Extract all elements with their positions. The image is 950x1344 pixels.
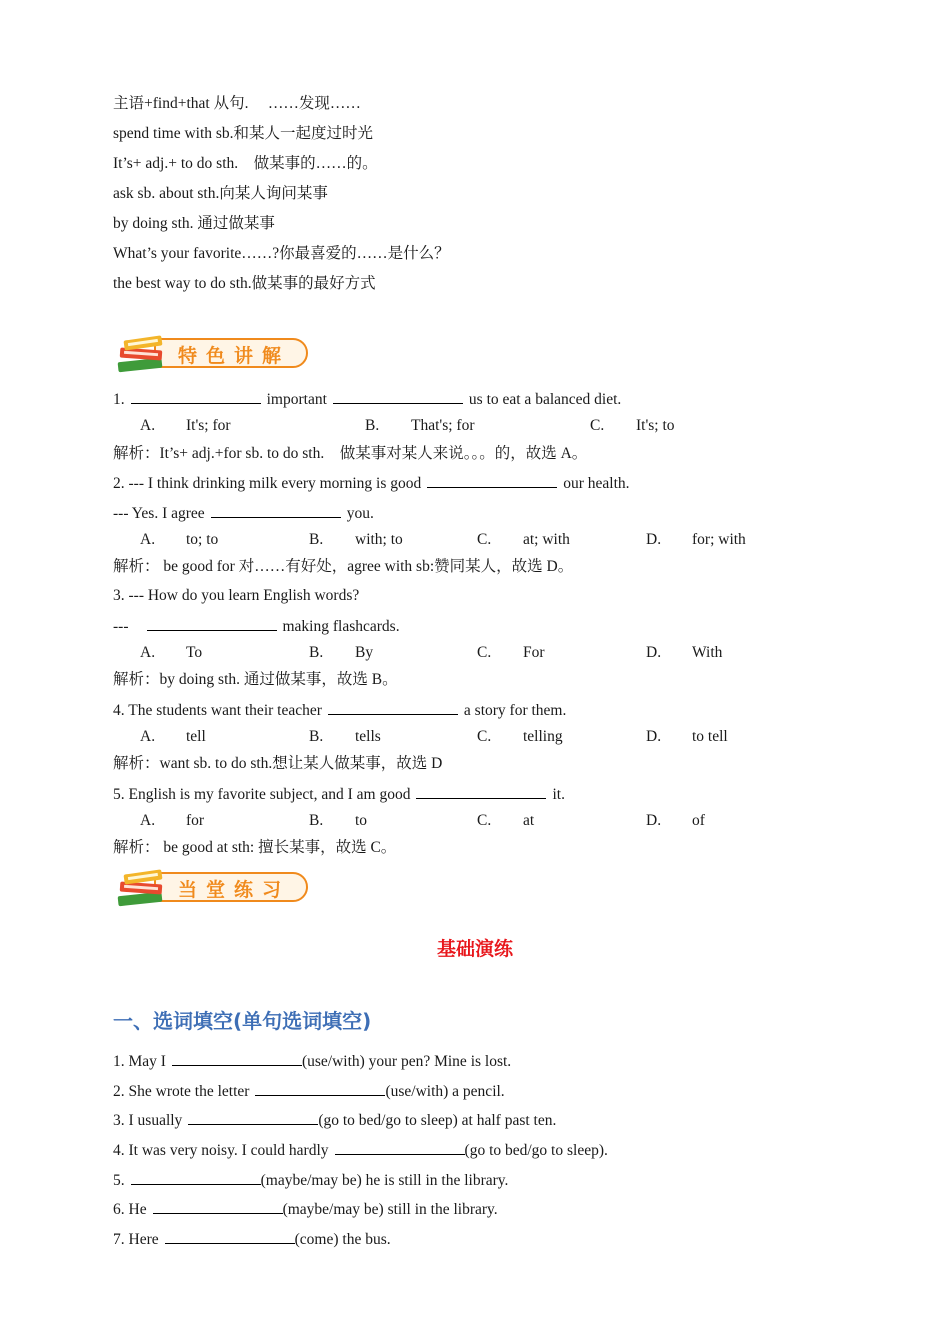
option-text: at; with (523, 531, 570, 548)
phrase-line: spend time with sb.和某人一起度过时光 (113, 125, 374, 142)
option-label: D. (646, 812, 662, 829)
answer-blank[interactable] (153, 1199, 283, 1214)
option-text: with; to (355, 531, 403, 548)
option-label: D. (646, 531, 662, 548)
question-2 (113, 473, 630, 494)
fill-text: (come) the bus. (294, 1231, 391, 1248)
answer-blank[interactable] (255, 1081, 385, 1096)
answer-blank[interactable] (131, 1170, 261, 1185)
option-c (477, 811, 534, 831)
answer-blank[interactable] (211, 503, 341, 518)
banner-title: 特色讲解 (178, 345, 291, 367)
option-text: To (186, 644, 203, 661)
fill-text: 1. May I (113, 1053, 166, 1070)
phrase-line: the best way to do sth.做某事的最好方式 (113, 275, 376, 292)
section-banner-features (114, 330, 310, 376)
option-a (140, 530, 218, 550)
banner-ribbon (154, 338, 308, 368)
question-text: 2. --- I think drinking milk every morning is good (113, 475, 422, 492)
option-c (477, 530, 570, 550)
option-text: for; with (692, 531, 746, 548)
option-text: For (523, 644, 545, 661)
question-text: 4. The students want their teacher (113, 702, 322, 719)
question-3-reply (113, 616, 400, 637)
fill-item (113, 1170, 508, 1191)
fill-item (113, 1140, 608, 1161)
fill-item (113, 1081, 505, 1102)
option-label: C. (477, 728, 492, 745)
phrase-line: What’s your favorite……?你最喜爱的……是什么？ (113, 245, 450, 262)
option-c (477, 643, 545, 663)
answer-blank[interactable] (416, 784, 546, 799)
option-text: of (692, 812, 705, 829)
option-d (646, 727, 728, 747)
banner-ribbon (154, 872, 308, 902)
option-label: C. (590, 417, 605, 434)
question-1 (113, 389, 621, 410)
phrase-line: It’s+ adj.+ to do sth. 做某事的……的。 (113, 155, 378, 172)
fill-text: 2. She wrote the letter (113, 1083, 250, 1100)
question-text: you. (346, 505, 374, 522)
fill-text: (use/with) your pen? Mine is lost. (301, 1053, 512, 1070)
analysis: 解析：by doing sth. 通过做某事，故选 B。 (113, 671, 398, 688)
option-a (140, 811, 204, 831)
answer-blank[interactable] (165, 1229, 295, 1244)
option-text: With (692, 644, 723, 661)
option-label: C. (477, 812, 492, 829)
books-icon (114, 864, 170, 912)
question-text: a story for them. (463, 702, 567, 719)
option-b (309, 727, 381, 747)
option-label: D. (646, 728, 662, 745)
answer-blank[interactable] (333, 389, 463, 404)
answer-blank[interactable] (427, 473, 557, 488)
option-text: It's; to (636, 417, 675, 434)
option-d (646, 530, 746, 550)
phrase-line: 主语+find+that 从句. ……发现…… (113, 95, 361, 112)
phrase-line: ask sb. about sth.向某人询问某事 (113, 185, 328, 202)
question-text: important (266, 391, 327, 408)
option-text: to; to (186, 531, 219, 548)
option-a (140, 643, 202, 663)
answer-blank[interactable] (147, 616, 277, 631)
option-label: A. (140, 417, 156, 434)
option-text: tell (186, 728, 206, 745)
option-d (646, 643, 722, 663)
option-text: to tell (692, 728, 728, 745)
option-b (309, 811, 367, 831)
option-label: B. (309, 728, 324, 745)
question-5 (113, 784, 565, 805)
option-b (309, 643, 373, 663)
option-text: at (523, 812, 535, 829)
option-text: It's; for (186, 417, 231, 434)
option-c (590, 416, 675, 436)
fill-item (113, 1110, 556, 1131)
analysis: 解析：It’s+ adj.+for sb. to do sth. 做某事对某人来说。。。的，故选 A。 (113, 445, 588, 462)
option-label: C. (477, 531, 492, 548)
question-3: 3. --- How do you learn English words? (113, 587, 360, 604)
exercise-title: 基础演练 (436, 938, 513, 960)
option-label: B. (309, 644, 324, 661)
question-text: --- (113, 618, 129, 635)
option-text: tells (355, 728, 381, 745)
fill-text: 3. I usually (113, 1112, 183, 1129)
question-text: 5. English is my favorite subject, and I am good (113, 786, 411, 803)
fill-item (113, 1229, 391, 1250)
phrase-line: by doing sth. 通过做某事 (113, 215, 275, 232)
analysis: 解析： be good at sth: 擅长某事，故选 C。 (113, 839, 397, 856)
option-text: By (355, 644, 374, 661)
answer-blank[interactable] (335, 1140, 465, 1155)
fill-text: (maybe/may be) still in the library. (282, 1201, 498, 1218)
books-icon (114, 330, 170, 378)
option-label: A. (140, 531, 156, 548)
answer-blank[interactable] (188, 1110, 318, 1125)
fill-text: (maybe/may be) he is still in the library. (260, 1172, 509, 1189)
section-banner-practice (114, 864, 310, 910)
option-text: telling (523, 728, 563, 745)
answer-blank[interactable] (328, 700, 458, 715)
question-text: our health. (563, 475, 630, 492)
question-4 (113, 700, 566, 721)
option-label: A. (140, 812, 156, 829)
question-2-reply (113, 503, 374, 524)
option-text: to (355, 812, 368, 829)
option-b (365, 416, 474, 436)
option-label: B. (309, 531, 324, 548)
option-text: for (186, 812, 205, 829)
answer-blank[interactable] (131, 389, 261, 404)
analysis: 解析：want sb. to do sth.想让某人做某事，故选 D (113, 755, 443, 772)
fill-item (113, 1051, 511, 1072)
banner-title: 当堂练习 (178, 879, 291, 901)
option-label: A. (140, 644, 156, 661)
section-heading: 一、选词填空(单句选词填空) (113, 1009, 372, 1033)
fill-text: 7. Here (113, 1231, 159, 1248)
fill-text: 5. (113, 1172, 125, 1189)
option-c (477, 727, 563, 747)
option-b (309, 530, 403, 550)
analysis: 解析： be good for 对……有好处，agree with sb:赞同某人，故选 D。 (113, 558, 574, 575)
option-label: C. (477, 644, 492, 661)
option-label: D. (646, 644, 662, 661)
fill-text: 4. It was very noisy. I could hardly (113, 1142, 329, 1159)
fill-item (113, 1199, 498, 1220)
fill-text: (use/with) a pencil. (385, 1083, 505, 1100)
question-text: it. (552, 786, 565, 803)
question-number: 1. (113, 391, 125, 408)
fill-text: 6. He (113, 1201, 147, 1218)
fill-text: (go to bed/go to sleep). (464, 1142, 608, 1159)
option-label: B. (309, 812, 324, 829)
question-text: making flashcards. (282, 618, 400, 635)
option-a (140, 416, 231, 436)
question-text: us to eat a balanced diet. (468, 391, 622, 408)
option-label: A. (140, 728, 156, 745)
option-a (140, 727, 206, 747)
option-text: That's; for (411, 417, 475, 434)
question-text: --- Yes. I agree (113, 505, 205, 522)
fill-text: (go to bed/go to sleep) at half past ten. (318, 1112, 557, 1129)
option-label: B. (365, 417, 380, 434)
option-d (646, 811, 705, 831)
answer-blank[interactable] (172, 1051, 302, 1066)
